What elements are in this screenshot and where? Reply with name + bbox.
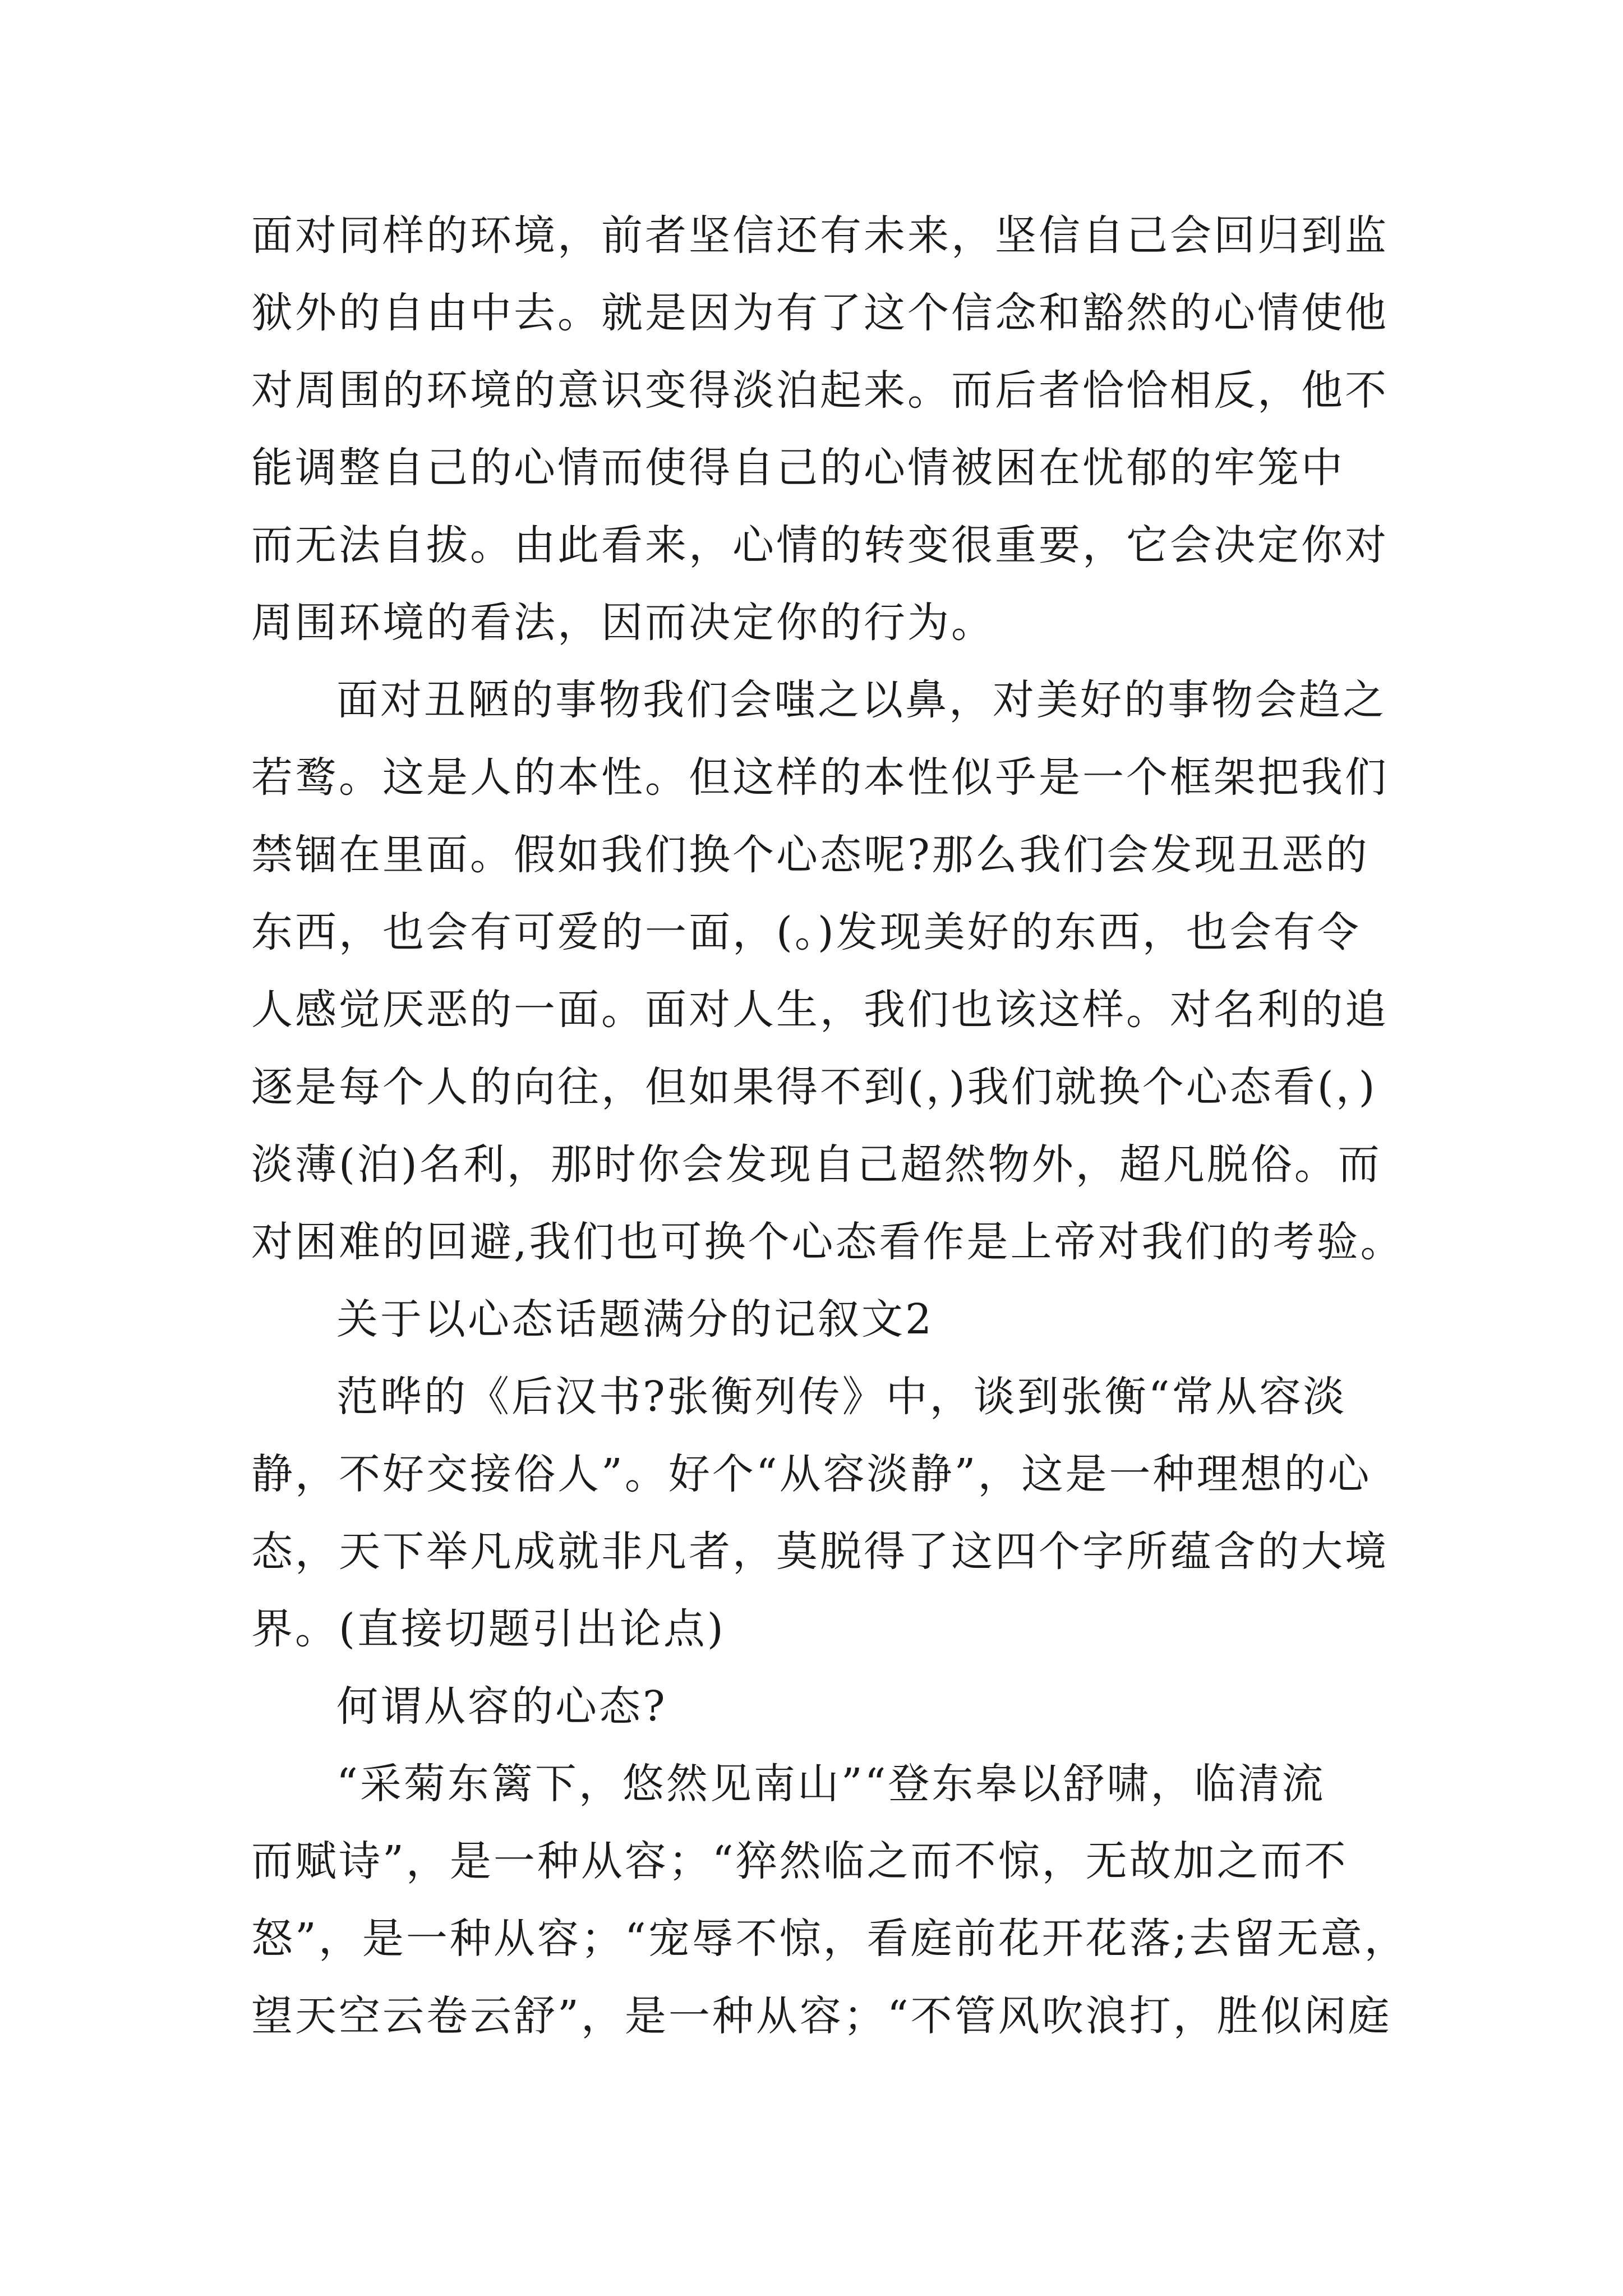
text-line: 狱外的自由中去。就是因为有了这个信念和豁然的心情使他 [251,289,1389,337]
text-line: 范晔的《后汉书?张衡列传》中，谈到张衡“常从容淡 [336,1373,1347,1421]
text-line: 能调整自己的心情而使得自己的心情被困在忧郁的牢笼中 [251,444,1345,492]
text-line: 若鹜。这是人的本性。但这样的本性似乎是一个框架把我们 [251,753,1389,802]
text-line: 禁锢在里面。假如我们换个心态呢?那么我们会发现丑恶的 [251,831,1370,879]
section-heading: 关于以心态话题满分的记叙文2 [336,1295,934,1343]
text-line: 何谓从容的心态? [336,1682,667,1731]
text-line: 而无法自拔。由此看来，心情的转变很重要，它会决定你对 [251,521,1389,569]
text-line: 面对同样的环境，前者坚信还有未来，坚信自己会回归到监 [251,211,1389,260]
text-line: 界。(直接切题引出论点) [251,1605,726,1653]
text-line: 逐是每个人的向往，但如果得不到(，)我们就换个心态看(，) [251,1063,1377,1111]
text-line: 淡薄(泊)名利，那时你会发现自己超然物外，超凡脱俗。而 [251,1140,1382,1189]
text-line: 望天空云卷云舒”，是一种从容；“不管风吹浪打，胜似闲庭 [251,1992,1392,2040]
text-line: 周围环境的看法，因而决定你的行为。 [251,599,995,647]
text-line: 怒”，是一种从容；“宠辱不惊，看庭前花开花落;去留无意， [251,1915,1408,1963]
text-line: 对困难的回避,我们也可换个心态看作是上帝对我们的考验。 [251,1218,1404,1266]
text-line: “采菊东篱下，悠然见南山”“登东皋以舒啸，临清流 [336,1760,1326,1808]
text-line: 对周围的环境的意识变得淡泊起来。而后者恰恰相反，他不 [251,366,1389,415]
text-line: 人感觉厌恶的一面。面对人生，我们也该这样。对名利的追 [251,986,1389,1034]
text-line: 静，不好交接俗人”。好个“从容淡静”，这是一种理想的心 [251,1450,1372,1498]
text-line: 而赋诗”，是一种从容；“猝然临之而不惊，无故加之而不 [251,1837,1348,1885]
text-line: 面对丑陋的事物我们会嗤之以鼻，对美好的事物会趋之 [336,676,1386,724]
text-line: 态，天下举凡成就非凡者，莫脱得了这四个字所蕴含的大境 [251,1527,1389,1576]
text-line: 东西，也会有可爱的一面，(。)发现美好的东西，也会有令 [251,908,1361,956]
